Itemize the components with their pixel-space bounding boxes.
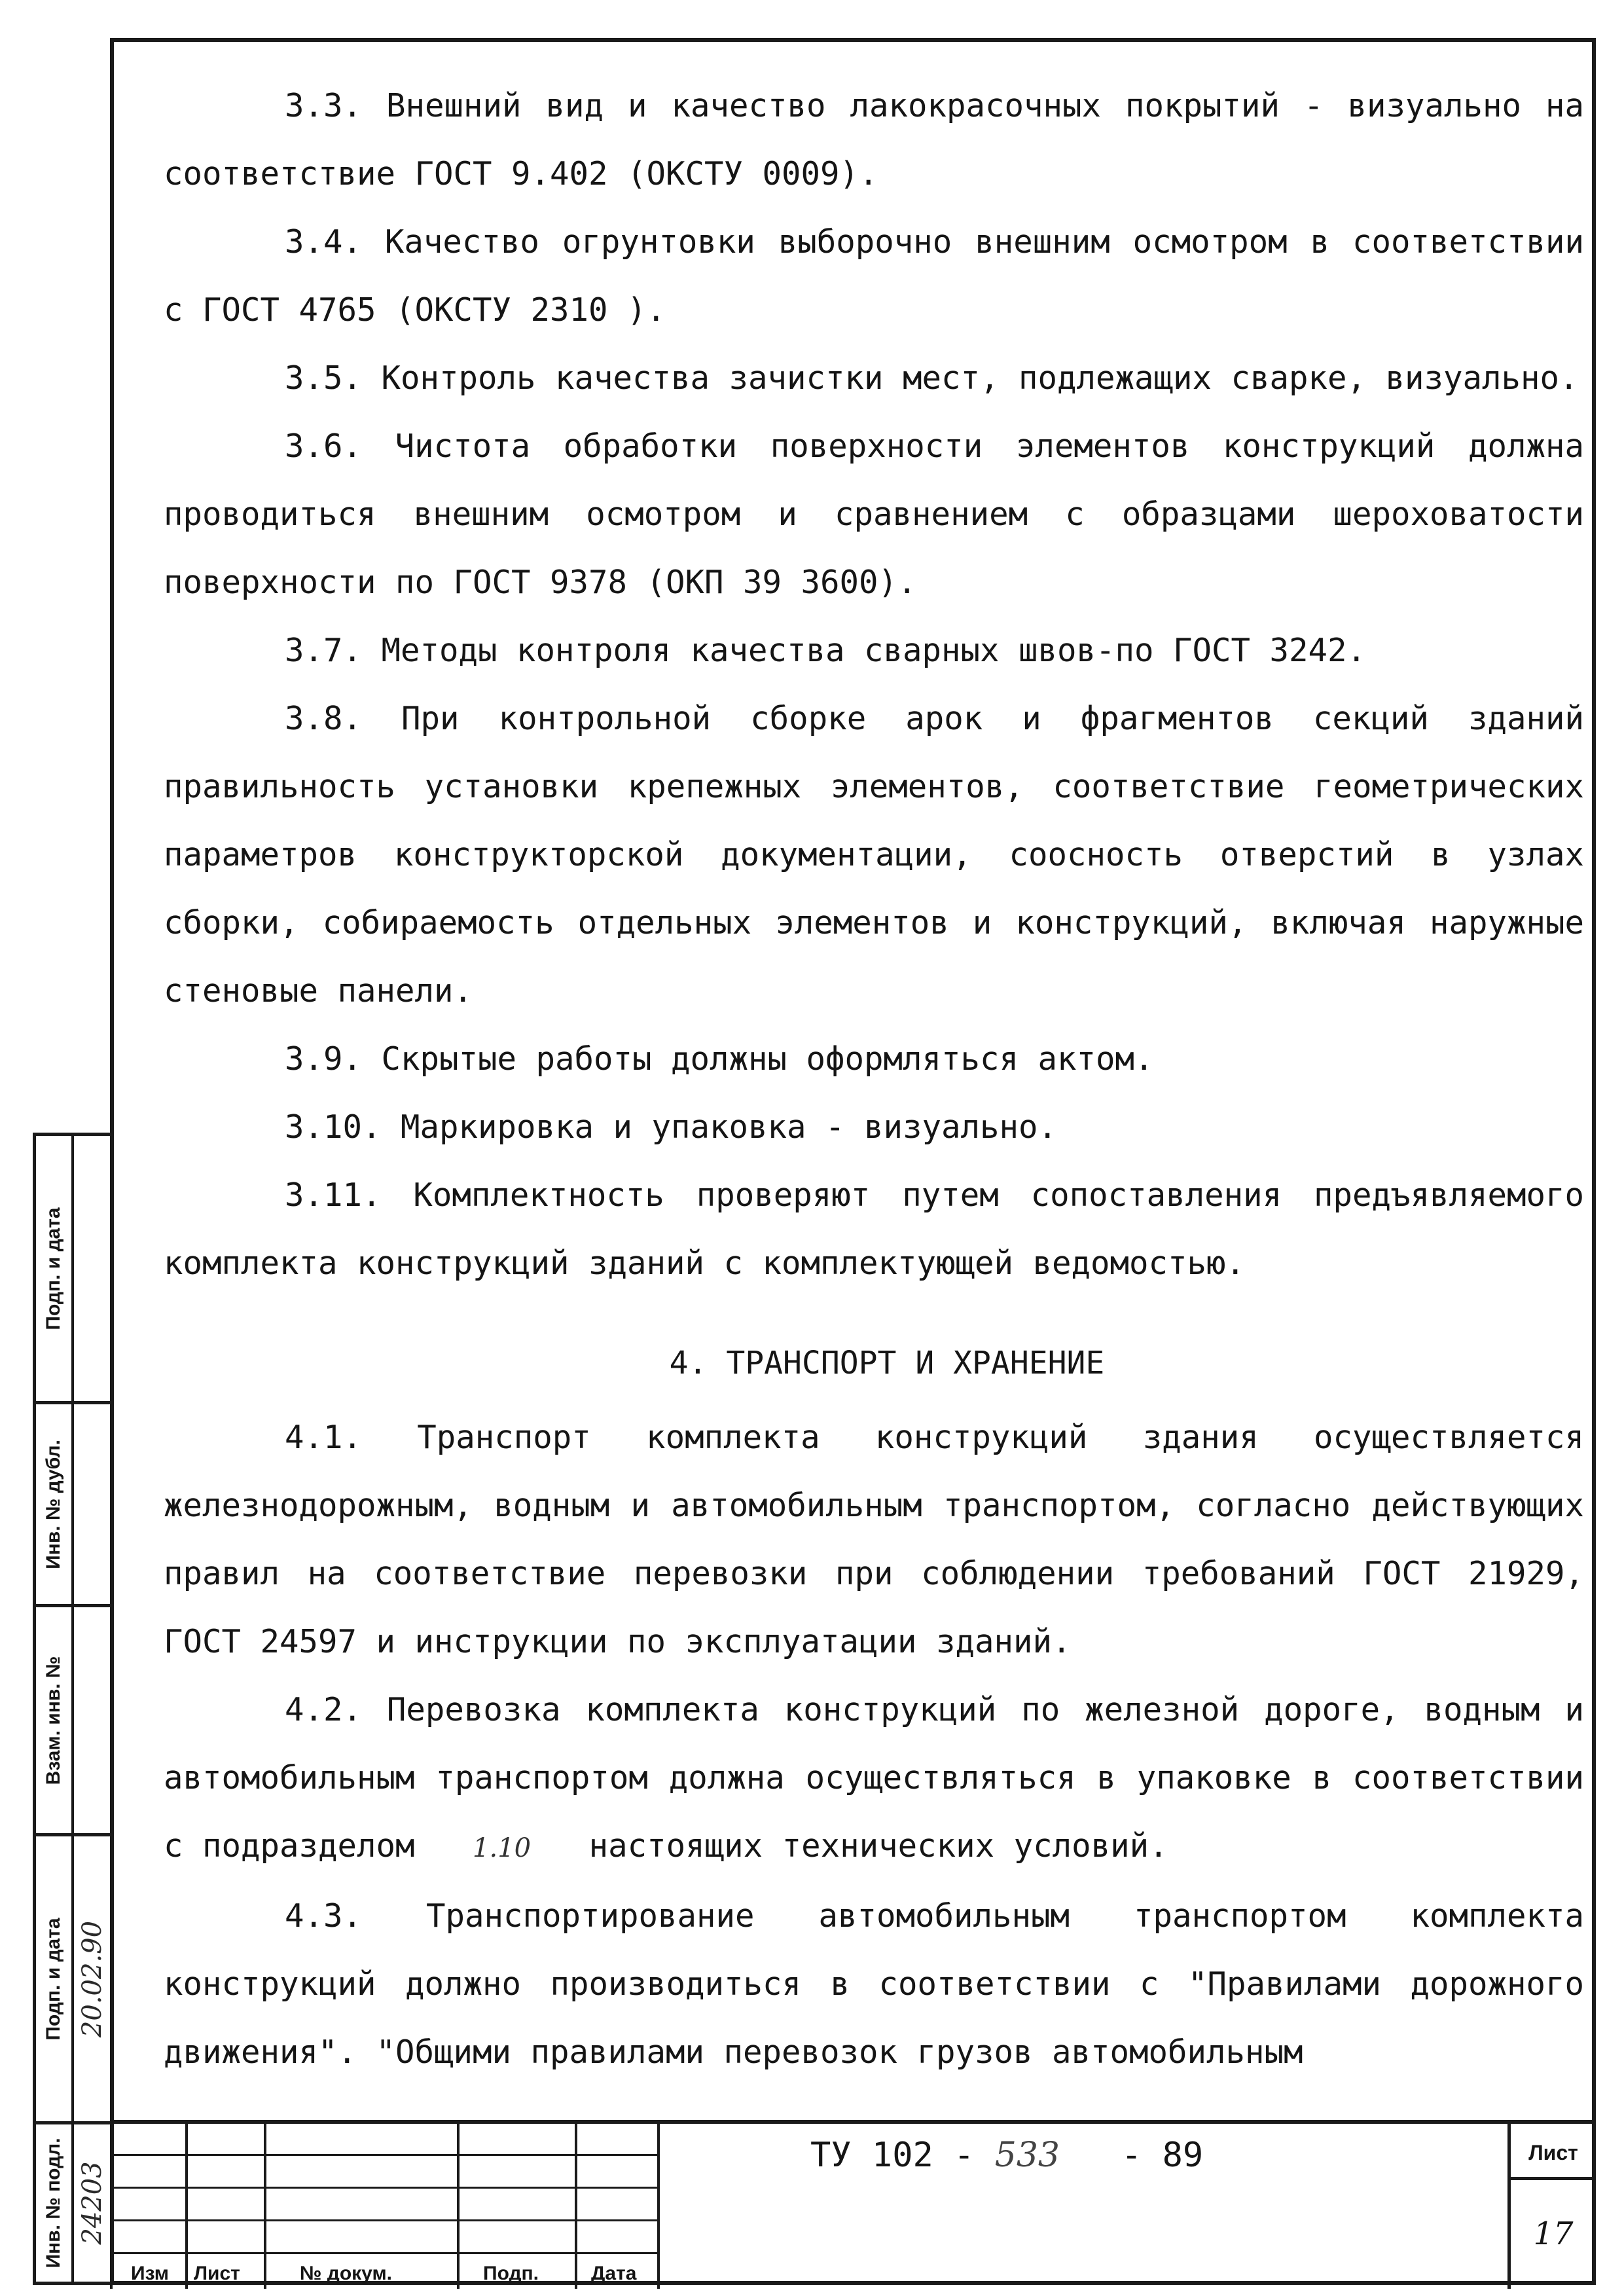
- paragraph-3-11: 3.11. Комплектность проверяют путем сопоставления предъявляемого комплекта конструкций зданий с комплектующей ведомостью.: [164, 1176, 1604, 1282]
- paragraph-3-9: 3.9. Скрытые работы должны оформляться актом.: [285, 1040, 1154, 1078]
- side-cell-inv-podl: Инв. № подл. 24203: [33, 2121, 110, 2285]
- side-cell-inv-dubl: Инв. № дубл.: [33, 1401, 110, 1604]
- paragraph-3-7: 3.7. Методы контроля качества сварных швов-по ГОСТ 3242.: [285, 632, 1367, 669]
- handwritten-doc-number: 533: [994, 2136, 1060, 2175]
- side-cell-podp-data-1: Подп. и дата: [33, 1133, 110, 1401]
- inventory-number: 24203: [77, 2161, 107, 2245]
- handwritten-reference: 1.10: [473, 1833, 532, 1863]
- column-izm: Изм: [131, 2263, 169, 2284]
- column-list: Лист: [194, 2263, 240, 2284]
- sheet-label: Лист: [1511, 2141, 1596, 2180]
- sheet-box: [1507, 2124, 1596, 2289]
- paragraph-3-3: 3.3. Внешний вид и качество лакокрасочных покрытий - визуально на соответствие ГОСТ 9.402 (ОКСТУ 0009).: [164, 87, 1604, 192]
- column-data: Дата: [591, 2263, 637, 2284]
- side-cell-podp-data-2: Подп. и дата 20.02.90: [33, 1833, 110, 2121]
- signature-date: 20.02.90: [77, 1920, 107, 2037]
- title-block: [110, 2120, 1596, 2285]
- sheet-number: 17: [1533, 2215, 1574, 2252]
- paragraph-3-10: 3.10. Маркировка и упаковка - визуально.: [285, 1108, 1058, 1146]
- paragraph-3-5: 3.5. Контроль качества зачистки мест, подлежащих сварке, визуально.: [285, 359, 1579, 397]
- document-number: ТУ 102 - 533 - 89: [810, 2136, 1204, 2175]
- paragraph-4-2: [164, 1676, 1604, 1882]
- column-podp: Подп.: [483, 2263, 539, 2284]
- section-heading: 4. ТРАНСПОРТ И ХРАНЕНИЕ: [669, 1345, 1105, 1381]
- paragraph-4-1: 4.1. Транспорт комплекта конструкций здания осуществляется железнодорожным, водным и автомобильным транспортом, согласно действующих правил на соответствие перевозки при соблюдении требований ГОСТ 21929, ГОСТ 24597 и инструкции по эксплуатации зданий.: [164, 1419, 1604, 1660]
- side-cell-vzam-inv: Взам. инв. №: [33, 1604, 110, 1833]
- column-dokum: № докум.: [300, 2263, 392, 2284]
- document-body: [164, 72, 1604, 2086]
- paragraph-4-3: 4.3. Транспортирование автомобильным транспортом комплекта конструкций должно производиться в соответствии с "Правилами дорожного движения". "Общими правилами перевозок грузов автомобильным: [164, 1897, 1604, 2071]
- paragraph-3-6: 3.6. Чистота обработки поверхности элементов конструкций должна проводиться внешним осмотром и сравнением с образцами шероховатости поверхности по ГОСТ 9378 (ОКП 39 3600).: [164, 428, 1604, 601]
- paragraph-4-2-text-a: 4.2. Перевозка комплекта конструкций по железной дороге, водным и автомобильным транспортом должна осуществляться в упаковке в соответствии с подразделом: [164, 1691, 1604, 1865]
- paragraph-3-4: 3.4. Качество огрунтовки выборочно внешним осмотром в соответствии с ГОСТ 4765 (ОКСТУ 2310 ).: [164, 223, 1604, 329]
- revision-grid: [110, 2124, 660, 2289]
- paragraph-3-8: 3.8. При контрольной сборке арок и фрагментов секций зданий правильность установки крепежных элементов, соответствие геометрических параметров конструкторской документации, соосность отверстий в узлах сборки, собираемость отдельных элементов и конструкций, включая наружные стеновые панели.: [164, 700, 1604, 1010]
- paragraph-4-2-text-b: настоящих технических условий.: [588, 1827, 1168, 1865]
